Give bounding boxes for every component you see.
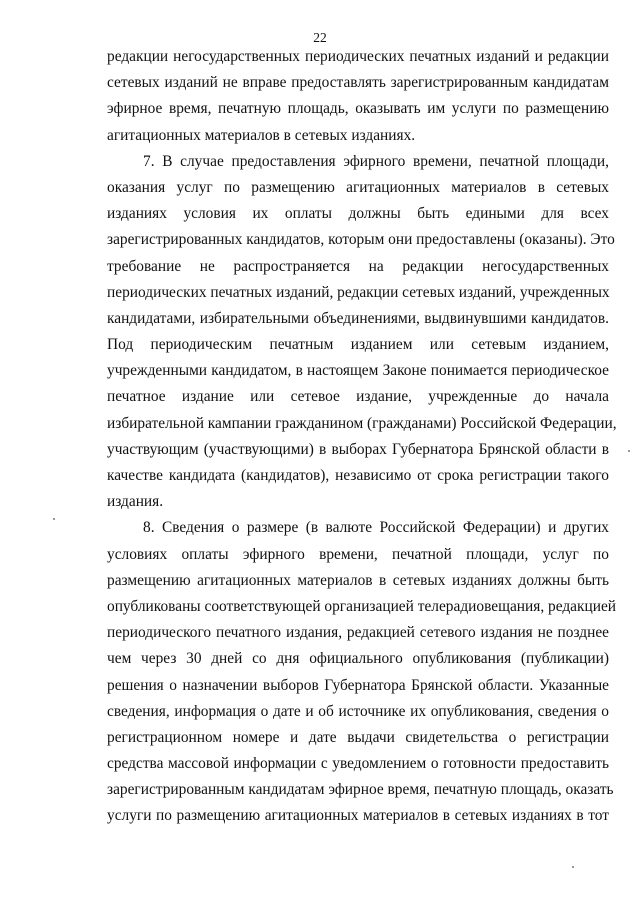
scan-speck bbox=[53, 518, 55, 520]
text-line: сетевых изданий не вправе предоставлять зарегистрированным кандидатам bbox=[107, 74, 609, 92]
text-line: решения о назначении выборов Губернатора Брянской области. Указанные bbox=[107, 676, 609, 694]
text-line: требование не распространяется на редакции негосударственных bbox=[107, 257, 609, 275]
text-line: периодических печатных изданий, редакции сетевых изданий, учрежденных bbox=[107, 283, 610, 301]
text-line: изданиях условия их оплаты должны быть едиными для всех bbox=[107, 205, 609, 223]
text-line: качестве кандидата (кандидатов), независимо от срока регистрации такого bbox=[107, 467, 609, 484]
scan-speck bbox=[572, 866, 574, 868]
text-line: размещению агитационных материалов в сетевых изданиях должны быть bbox=[107, 571, 609, 589]
text-line: регистрационном номере и дате выдачи свидетельства о регистрации bbox=[107, 728, 609, 746]
text-line: агитационных материалов в сетевых изданиях. bbox=[107, 126, 416, 144]
text-line: периодического печатного издания, редакцией сетевого издания не позднее bbox=[107, 624, 609, 642]
text-line: печатное издание или сетевое издание, учрежденные до начала bbox=[107, 388, 609, 406]
text-line: зарегистрированным кандидатам эфирное время, печатную площадь, оказать bbox=[107, 781, 614, 799]
text-line: опубликованы соответствующей организацией телерадиовещания, редакцией bbox=[107, 597, 617, 615]
text-line: Под периодическим печатным изданием или сетевым изданием, bbox=[107, 336, 609, 354]
paragraph-8-start: 8. Сведения о размере (в валюте Российской Федерации) и других bbox=[143, 519, 609, 537]
text-line: услуги по размещению агитационных материалов в сетевых изданиях в тот bbox=[107, 807, 609, 825]
text-line: издания. bbox=[107, 493, 164, 511]
text-line: редакции негосударственных периодических печатных изданий и редакции bbox=[107, 48, 609, 65]
text-line: зарегистрированных кандидатов, которым они предоставлены (оказаны). Это bbox=[107, 231, 615, 249]
page-number: 22 bbox=[313, 30, 327, 45]
text-line: чем через 30 дней со дня официального опубликования (публикации) bbox=[107, 650, 609, 668]
text-line: условиях оплаты эфирного времени, печатной площади, услуг по bbox=[107, 545, 609, 563]
body-text bbox=[107, 44, 617, 830]
text-line: участвующим (участвующими) в выборах Губернатора Брянской области в bbox=[107, 440, 609, 458]
scan-speck bbox=[628, 450, 630, 452]
text-line: эфирное время, печатную площадь, оказывать им услуги по размещению bbox=[107, 100, 609, 118]
text-line: оказания услуг по размещению агитационных материалов в сетевых bbox=[107, 178, 609, 196]
paragraph-7-start: 7. В случае предоставления эфирного времени, печатной площади, bbox=[143, 152, 609, 170]
text-line: учрежденными кандидатом, в настоящем Законе понимается периодическое bbox=[107, 362, 609, 380]
text-line: избирательной кампании гражданином (гражданами) Российской Федерации, bbox=[107, 414, 617, 432]
text-line: сведения, информация о дате и об источнике их опубликования, сведения о bbox=[107, 702, 609, 720]
text-line: кандидатами, избирательными объединениями, выдвинувшими кандидатов. bbox=[107, 309, 609, 327]
text-line: средства массовой информации с уведомлением о готовности предоставить bbox=[107, 755, 609, 773]
